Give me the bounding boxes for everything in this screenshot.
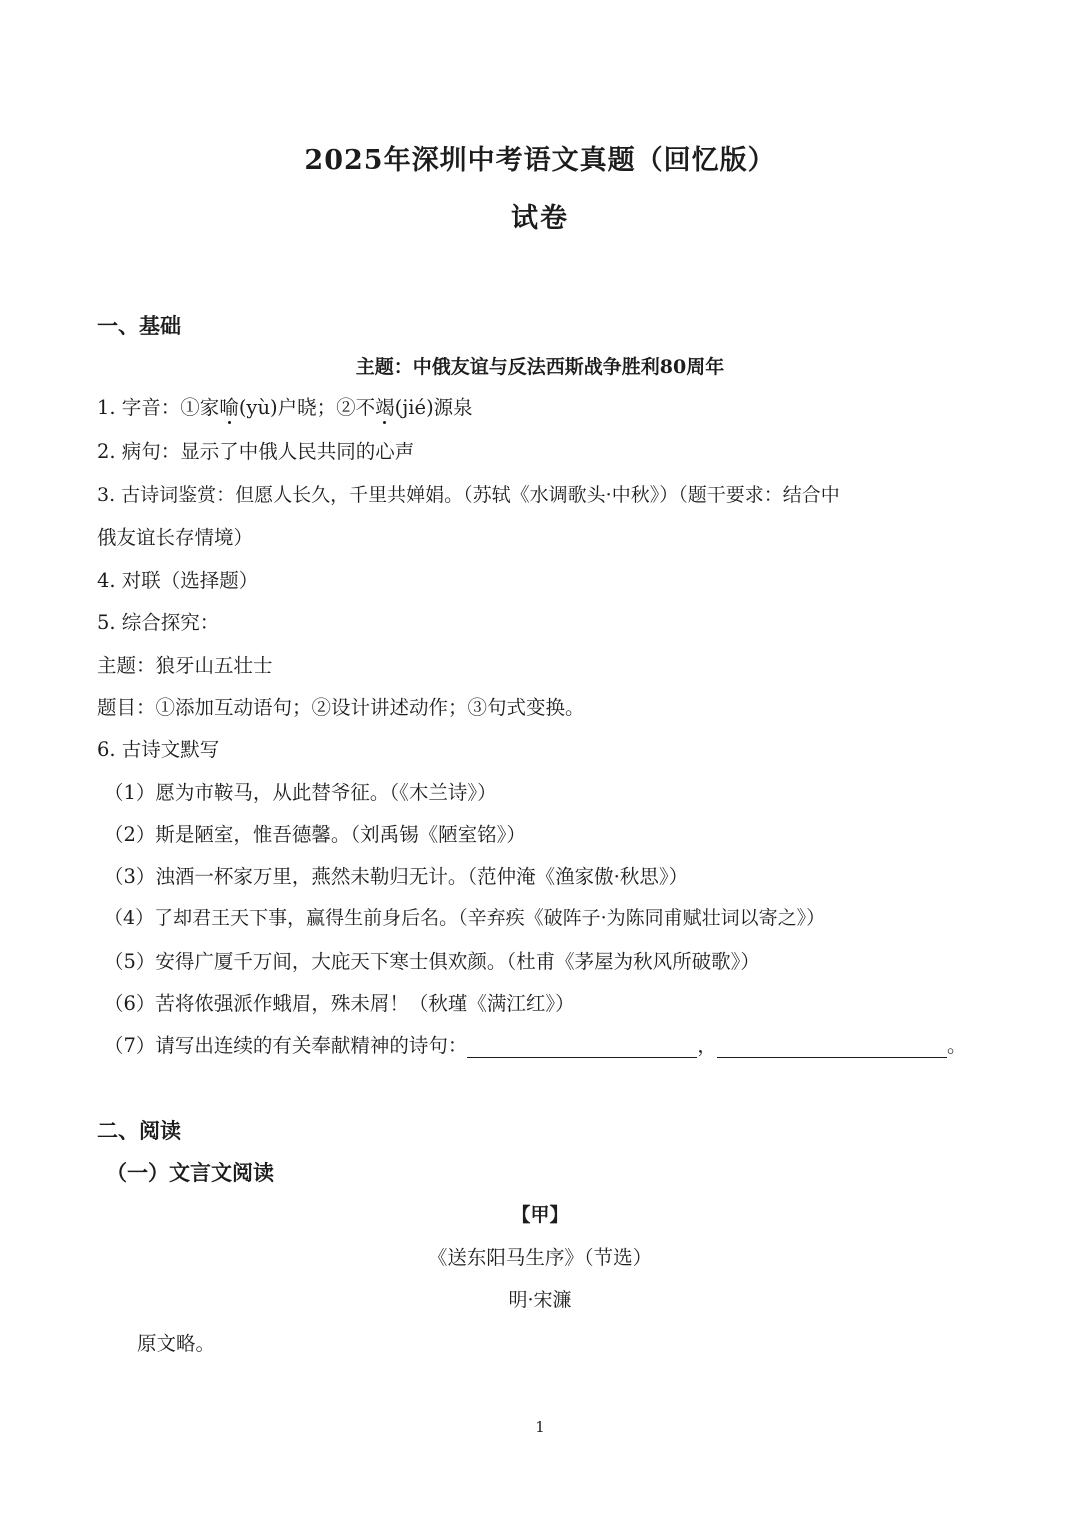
list-item: （6）苦将侬强派作蛾眉，殊未屑！（秋瑾《满江红》） <box>104 992 575 1015</box>
section-theme: 主题：中俄友谊与反法西斯战争胜利80周年 <box>355 356 725 378</box>
passage-body: 原文略。 <box>137 1332 216 1355</box>
sub-heading-classical: （一）文言文阅读 <box>106 1161 274 1185</box>
passage-author: 明·宋濂 <box>508 1289 572 1311</box>
list-item: （4）了却君王天下事，赢得生前身后名。（辛弃疾《破阵子·为陈同甫赋壮词以寄之》） <box>104 907 826 929</box>
passage-label: 【甲】 <box>511 1204 569 1226</box>
question-3-line-2: 俄友谊长存情境） <box>97 526 254 549</box>
dotted-char: 竭 <box>375 396 395 419</box>
question-1: 1. 字音：①家喻(yù)户晓；②不竭(jié)源泉 <box>97 396 473 419</box>
list-item: （3）浊酒一杯家万里，燕然未勒归无计。（范仲淹《渔家傲·秋思》） <box>104 865 689 888</box>
question-5-theme: 主题：狼牙山五壮士 <box>97 654 273 677</box>
page-title: 2025年深圳中考语文真题（回忆版） <box>304 145 776 176</box>
section-heading-basics: 一、基础 <box>97 314 181 338</box>
answer-blank-1 <box>467 1037 697 1058</box>
dotted-char: 喻 <box>219 396 239 419</box>
question-2: 2. 病句：显示了中俄人民共同的心声 <box>97 440 415 463</box>
question-5: 5. 综合探究： <box>97 611 220 634</box>
list-item: （1）愿为市鞍马，从此替爷征。（《木兰诗》） <box>104 781 497 804</box>
question-5-topic: 题目：①添加互动语句；②设计讲述动作；③句式变换。 <box>97 696 585 719</box>
question-3-line-1: 3. 古诗词鉴赏：但愿人长久，千里共婵娟。（苏轼《水调歌头·中秋》）（题干要求：结合中 <box>97 484 840 506</box>
question-4: 4. 对联（选择题） <box>97 569 259 592</box>
answer-blank-2 <box>717 1037 947 1058</box>
question-6: 6. 古诗文默写 <box>97 738 220 761</box>
page-number: 1 <box>535 1418 545 1436</box>
list-item: （5）安得广厦千万间，大庇天下寒士俱欢颜。（杜甫《茅屋为秋风所破歌》） <box>104 950 760 973</box>
question-6-7: （7）请写出连续的有关奉献精神的诗句： ， 。 <box>104 1034 967 1057</box>
page-subtitle: 试卷 <box>511 203 569 234</box>
section-heading-reading: 二、阅读 <box>97 1119 181 1143</box>
passage-title: 《送东阳马生序》（节选） <box>427 1246 653 1269</box>
list-item: （2）斯是陋室，惟吾德馨。（刘禹锡《陋室铭》） <box>104 823 526 846</box>
